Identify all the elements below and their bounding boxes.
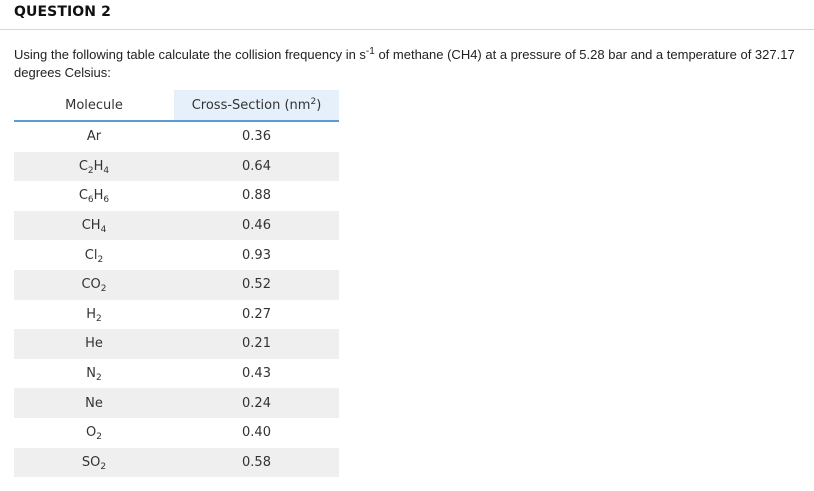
heading-divider xyxy=(0,29,814,30)
formula-element: Ne xyxy=(85,395,103,411)
header-cross-section-suffix: ) xyxy=(316,97,322,113)
formula-subscript: 2 xyxy=(100,461,107,472)
formula-element: Cl xyxy=(84,247,98,263)
cross-section-value: 0.27 xyxy=(242,306,271,322)
formula-element: C xyxy=(78,158,88,174)
molecule-cell xyxy=(14,181,174,211)
formula-element: CH xyxy=(81,218,101,234)
header-cross-section-exponent: 2 xyxy=(310,96,317,107)
header-molecule: Molecule xyxy=(14,90,174,121)
molecule-cell xyxy=(14,329,174,359)
table-row xyxy=(14,152,339,182)
formula-subscript: 2 xyxy=(96,432,102,443)
formula-element: C xyxy=(78,188,88,204)
table-row xyxy=(14,329,339,359)
molecule-cell xyxy=(14,270,174,300)
cross-section-value: 0.40 xyxy=(242,425,271,441)
formula-subscript: 2 xyxy=(87,165,94,176)
molecule-cell xyxy=(14,359,174,389)
molecule-cell xyxy=(14,418,174,448)
molecule-cell xyxy=(14,300,174,330)
table-body xyxy=(14,121,339,477)
formula-element: N xyxy=(86,366,96,382)
prompt-text-end: of methane (CH4) at a pressure of 5.28 bar and a temperature of 327.17 degrees Celsius: xyxy=(14,47,795,80)
formula-element: O xyxy=(86,425,97,441)
table-header-row xyxy=(14,90,339,121)
cross-section-value: 0.88 xyxy=(242,188,271,204)
molecule-cell xyxy=(14,240,174,270)
cross-section-value: 0.46 xyxy=(174,211,339,241)
molecule-cell xyxy=(14,211,174,241)
molecule-cell xyxy=(14,121,174,152)
table-row xyxy=(14,448,339,478)
cross-section-value: 0.93 xyxy=(242,247,271,263)
cross-section-value: 0.43 xyxy=(242,366,271,382)
cross-section-value: 0.21 xyxy=(174,329,339,359)
formula-element: He xyxy=(85,336,103,352)
molecule-cell xyxy=(14,388,174,418)
molecule-cell xyxy=(14,152,174,182)
molecule-cell xyxy=(14,448,174,478)
cross-section-value: 0.64 xyxy=(174,152,339,182)
question-heading: QUESTION 2 xyxy=(14,4,111,20)
unit-exponent: -1 xyxy=(365,46,375,57)
table-row xyxy=(14,270,339,300)
formula-element: H xyxy=(86,306,97,322)
formula-element: H xyxy=(93,158,104,174)
prompt-text-start: Using the following table calculate the collision frequency in s xyxy=(14,47,366,62)
formula-subscript: 4 xyxy=(103,165,110,176)
formula-subscript: 4 xyxy=(100,225,107,236)
table-row xyxy=(14,388,339,418)
table-row xyxy=(14,181,339,211)
table-row xyxy=(14,359,339,389)
formula-element: CO xyxy=(81,277,101,293)
header-cross-section-prefix: Cross-Section (nm xyxy=(191,97,311,113)
formula-element: H xyxy=(93,188,104,204)
formula-element: Ar xyxy=(86,129,102,145)
table-row xyxy=(14,211,339,241)
formula-subscript: 2 xyxy=(96,373,102,384)
header-cross-section xyxy=(174,90,339,121)
table-row xyxy=(14,121,339,152)
cross-section-value: 0.24 xyxy=(174,388,339,418)
formula-subscript: 2 xyxy=(96,313,102,324)
question-prompt xyxy=(14,46,804,82)
table-row xyxy=(14,240,339,270)
table-row xyxy=(14,418,339,448)
formula-subscript: 2 xyxy=(97,254,104,265)
formula-subscript: 6 xyxy=(103,195,110,206)
cross-section-table xyxy=(14,90,339,477)
formula-element: SO xyxy=(81,454,101,470)
formula-subscript: 6 xyxy=(87,195,94,206)
cross-section-value: 0.58 xyxy=(174,448,339,478)
cross-section-value: 0.36 xyxy=(242,129,271,145)
formula-subscript: 2 xyxy=(100,284,107,295)
table-row xyxy=(14,300,339,330)
cross-section-value: 0.52 xyxy=(174,270,339,300)
